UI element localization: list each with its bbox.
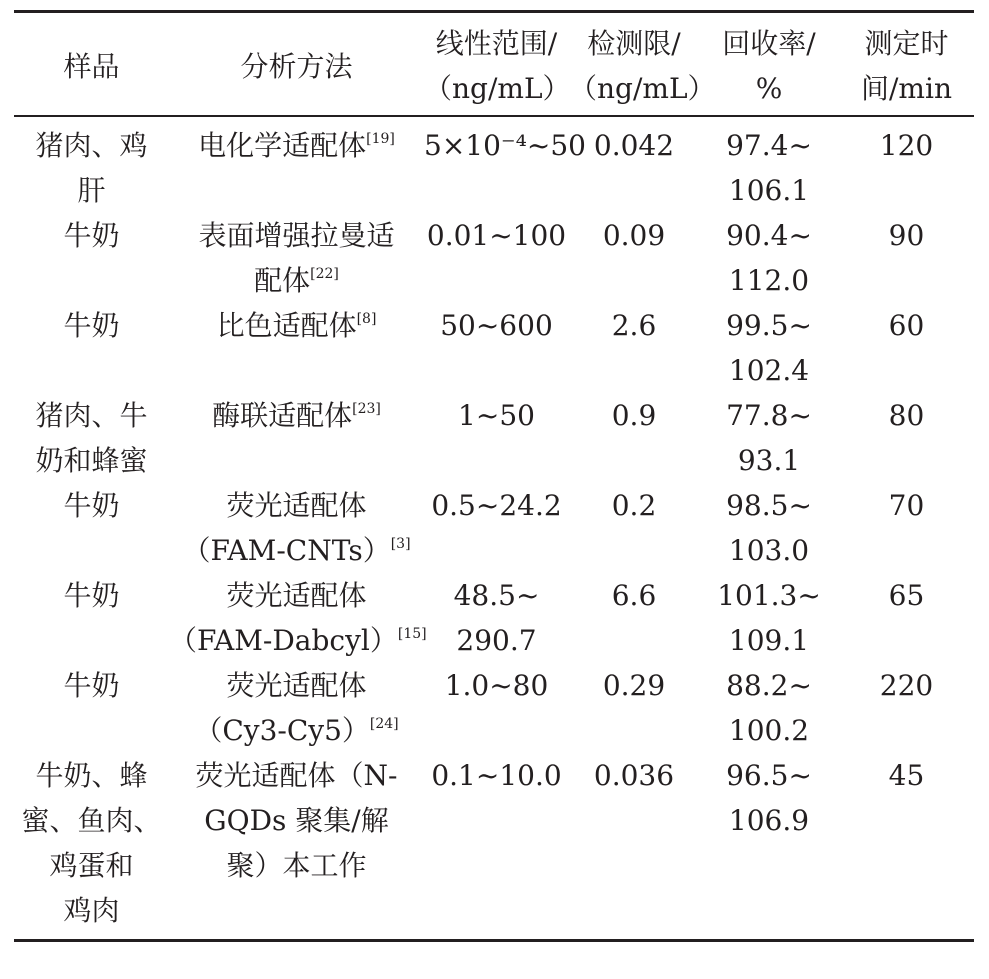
reference-citation: [23] [352, 401, 381, 417]
cell-method-line [169, 573, 424, 618]
reference-citation: [15] [397, 626, 427, 642]
cell-sample-text: 牛奶 [63, 669, 120, 702]
cell-sample [14, 663, 169, 753]
cell-recovery-line [699, 753, 839, 798]
cell-linear-range-line [424, 573, 569, 618]
cell-sample-line [14, 753, 169, 798]
cell-recovery-text: 102.4 [728, 354, 810, 387]
cell-method-text: 荧光适配体 [226, 489, 367, 522]
cell-recovery-line [699, 393, 839, 438]
cell-time [839, 213, 974, 303]
cell-linear-range-text: 50~600 [440, 309, 553, 342]
table-row [14, 483, 974, 573]
cell-method-line [169, 303, 424, 348]
header-linear-range-line-1: 线性范围/ [435, 27, 558, 60]
header-method [169, 12, 424, 117]
cell-recovery-text: 109.1 [728, 624, 810, 657]
cell-detection-limit [569, 303, 699, 393]
cell-recovery-line [699, 213, 839, 258]
cell-method-line [169, 843, 424, 888]
cell-detection-limit-text: 2.6 [611, 309, 657, 342]
cell-detection-limit-text: 0.036 [593, 759, 675, 792]
cell-sample-text: 牛奶 [63, 489, 120, 522]
cell-time [839, 303, 974, 393]
cell-recovery [699, 213, 839, 303]
cell-linear-range [424, 116, 586, 213]
cell-recovery-line [699, 618, 839, 663]
cell-method-line [169, 213, 424, 258]
cell-recovery-line [699, 483, 839, 528]
cell-sample-line [14, 843, 169, 888]
cell-method [169, 753, 424, 941]
cell-detection-limit [569, 116, 699, 213]
cell-method-text: （FAM-CNTs） [182, 534, 391, 567]
cell-sample-text: 鸡蛋和 [49, 849, 134, 882]
cell-linear-range [424, 213, 569, 303]
cell-method-text: （FAM-Dabcyl） [169, 624, 398, 657]
cell-method-text: 荧光适配体 [226, 579, 367, 612]
cell-method-text: 荧光适配体（N- [195, 759, 398, 792]
table-row [14, 663, 974, 753]
header-time-line-1: 测定时 [864, 27, 949, 60]
cell-method-line [169, 708, 424, 753]
cell-method-line [169, 798, 424, 843]
header-detection-limit [569, 12, 716, 117]
table-row [14, 213, 974, 303]
cell-method [169, 213, 424, 303]
cell-recovery [699, 393, 839, 483]
cell-method [169, 483, 424, 573]
cell-sample-line [14, 168, 169, 213]
cell-linear-range-line [424, 213, 569, 258]
cell-sample [14, 573, 169, 663]
table-row [14, 116, 974, 213]
cell-sample-text: 鸡肉 [63, 894, 120, 927]
cell-detection-limit [569, 393, 699, 483]
header-recovery-line-2: % [755, 72, 783, 105]
cell-method-text: 酶联适配体 [212, 399, 353, 432]
cell-time-text: 60 [888, 309, 925, 342]
cell-linear-range-text: 5×10⁻⁴~50 [424, 129, 586, 162]
cell-detection-limit-text: 0.2 [611, 489, 657, 522]
reference-citation: [8] [356, 311, 377, 327]
cell-recovery-text: 96.5~ [726, 759, 812, 792]
cell-sample-line [14, 438, 169, 483]
cell-detection-limit-text: 0.29 [602, 669, 666, 702]
cell-time [839, 393, 974, 483]
cell-sample [14, 393, 169, 483]
cell-recovery [699, 116, 839, 213]
cell-recovery-text: 106.1 [728, 174, 810, 207]
cell-recovery-line [699, 438, 839, 483]
cell-method-text: GQDs 聚集/解 [204, 804, 389, 837]
cell-linear-range-text: 0.01~100 [426, 219, 567, 252]
cell-sample-text: 蜜、鱼肉、 [21, 804, 162, 837]
header-sample-line: 样品 [63, 49, 120, 83]
cell-method [169, 573, 427, 663]
cell-sample-line [14, 798, 169, 843]
header-method-line: 分析方法 [240, 49, 353, 83]
cell-detection-limit-text: 0.9 [611, 399, 657, 432]
cell-method-line [169, 663, 424, 708]
cell-recovery-line [699, 573, 839, 618]
cell-method-text: 比色适配体 [216, 309, 357, 342]
table-header [14, 12, 974, 117]
cell-sample-line [14, 483, 169, 528]
cell-method-text: 荧光适配体 [226, 669, 367, 702]
header-detection-limit-line-1: 检测限/ [587, 27, 681, 60]
cell-time-text: 70 [888, 489, 925, 522]
cell-sample-line [14, 393, 169, 438]
cell-linear-range [424, 573, 569, 663]
cell-recovery-text: 90.4~ [726, 219, 812, 252]
cell-method-line [169, 258, 424, 303]
cell-sample [14, 213, 169, 303]
cell-linear-range [424, 483, 569, 573]
cell-detection-limit [569, 483, 699, 573]
cell-sample-text: 牛奶 [63, 309, 120, 342]
cell-method-text: 表面增强拉曼适 [198, 219, 395, 252]
cell-sample-text: 牛奶、蜂 [35, 759, 148, 792]
cell-sample-line [14, 303, 169, 348]
cell-recovery-text: 97.4~ [726, 129, 812, 162]
header-sample [14, 12, 169, 117]
cell-linear-range-line [424, 663, 569, 708]
cell-recovery-line [699, 528, 839, 573]
cell-recovery-line [699, 798, 839, 843]
cell-recovery [699, 303, 839, 393]
cell-linear-range-text: 48.5~ [453, 579, 540, 612]
cell-linear-range [424, 663, 569, 753]
cell-recovery-text: 100.2 [728, 714, 810, 747]
cell-recovery-line [699, 303, 839, 348]
table-row [14, 573, 974, 663]
cell-recovery-text: 103.0 [728, 534, 810, 567]
cell-time-text: 120 [879, 129, 934, 162]
cell-method-text: 聚）本工作 [226, 849, 367, 882]
reference-citation: [22] [310, 266, 339, 282]
cell-recovery-line [699, 258, 839, 303]
cell-linear-range-line [424, 393, 569, 438]
cell-time-text: 65 [888, 579, 925, 612]
cell-method-line [169, 753, 424, 798]
cell-time [839, 753, 974, 941]
cell-time-text: 80 [888, 399, 925, 432]
cell-recovery [699, 573, 839, 663]
cell-method-line [169, 483, 424, 528]
cell-recovery-text: 98.5~ [726, 489, 812, 522]
table-row [14, 393, 974, 483]
header-linear-range-line-2: （ng/mL） [424, 72, 571, 105]
cell-linear-range-line [424, 303, 569, 348]
cell-method [169, 393, 424, 483]
cell-recovery-line [699, 348, 839, 393]
cell-sample [14, 483, 169, 573]
table-body [14, 116, 974, 941]
reference-citation: [24] [369, 716, 399, 732]
reference-citation: [19] [366, 131, 395, 147]
results-table [14, 10, 974, 942]
cell-method-line [169, 123, 424, 168]
cell-method-line [169, 528, 424, 573]
cell-sample-line [14, 663, 169, 708]
cell-linear-range-line [424, 618, 569, 663]
cell-linear-range-text: 290.7 [456, 624, 537, 657]
cell-sample-text: 猪肉、牛 [35, 399, 148, 432]
cell-sample-text: 肝 [77, 174, 106, 207]
cell-time-text: 45 [888, 759, 925, 792]
cell-linear-range-line [424, 753, 569, 798]
cell-method-text: 电化学适配体 [198, 129, 367, 162]
cell-recovery-text: 88.2~ [726, 669, 812, 702]
cell-linear-range-text: 0.1~10.0 [431, 759, 562, 792]
cell-sample-line [14, 213, 169, 258]
header-time-line-2: 间/min [861, 72, 952, 105]
cell-recovery-line [699, 123, 839, 168]
header-recovery [699, 12, 839, 117]
cell-sample-line [14, 123, 169, 168]
header-detection-limit-line-2: （ng/mL） [569, 72, 716, 105]
cell-sample-text: 牛奶 [63, 579, 120, 612]
cell-recovery-text: 93.1 [737, 444, 801, 477]
cell-method-line [169, 618, 427, 663]
cell-linear-range-line [424, 123, 586, 168]
cell-linear-range [424, 393, 569, 483]
cell-sample-line [14, 573, 169, 618]
cell-linear-range-text: 0.5~24.2 [431, 489, 562, 522]
table-row [14, 753, 974, 941]
cell-sample [14, 303, 169, 393]
header-recovery-line-1: 回收率/ [722, 27, 816, 60]
cell-recovery [699, 663, 839, 753]
cell-recovery-text: 101.3~ [717, 579, 821, 612]
cell-method-line [169, 393, 424, 438]
cell-recovery [699, 483, 839, 573]
cell-linear-range-text: 1~50 [458, 399, 535, 432]
cell-time-text: 220 [879, 669, 934, 702]
cell-method [169, 116, 424, 213]
cell-method [169, 663, 424, 753]
cell-time-text: 90 [888, 219, 925, 252]
cell-recovery-line [699, 708, 839, 753]
cell-method [169, 303, 424, 393]
cell-linear-range [424, 303, 569, 393]
cell-time [839, 116, 974, 213]
table-row [14, 303, 974, 393]
cell-detection-limit-text: 6.6 [611, 579, 657, 612]
cell-recovery-line [699, 663, 839, 708]
header-row [14, 12, 974, 117]
cell-sample-text: 奶和蜂蜜 [35, 444, 148, 477]
cell-detection-limit [569, 573, 699, 663]
cell-detection-limit [569, 213, 699, 303]
header-linear-range [424, 12, 569, 117]
cell-recovery-text: 106.9 [728, 804, 810, 837]
cell-recovery-text: 99.5~ [726, 309, 812, 342]
cell-sample-text: 牛奶 [63, 219, 120, 252]
cell-time [839, 483, 974, 573]
cell-recovery-text: 112.0 [728, 264, 810, 297]
cell-detection-limit-text: 0.09 [602, 219, 666, 252]
cell-detection-limit [569, 753, 699, 941]
cell-recovery [699, 753, 839, 941]
cell-sample-text: 猪肉、鸡 [35, 129, 148, 162]
cell-time [839, 573, 974, 663]
reference-citation: [3] [390, 536, 411, 552]
cell-recovery-text: 77.8~ [726, 399, 812, 432]
cell-sample [14, 116, 169, 213]
cell-sample [14, 753, 169, 941]
cell-recovery-line [699, 168, 839, 213]
cell-sample-line [14, 888, 169, 933]
cell-linear-range [424, 753, 569, 941]
header-time [839, 12, 974, 117]
cell-method-text: 配体 [254, 264, 311, 297]
cell-method-text: （Cy3-Cy5） [194, 714, 370, 747]
cell-linear-range-text: 1.0~80 [444, 669, 549, 702]
cell-time [839, 663, 974, 753]
cell-linear-range-line [424, 483, 569, 528]
cell-detection-limit [569, 663, 699, 753]
cell-detection-limit-text: 0.042 [593, 129, 675, 162]
